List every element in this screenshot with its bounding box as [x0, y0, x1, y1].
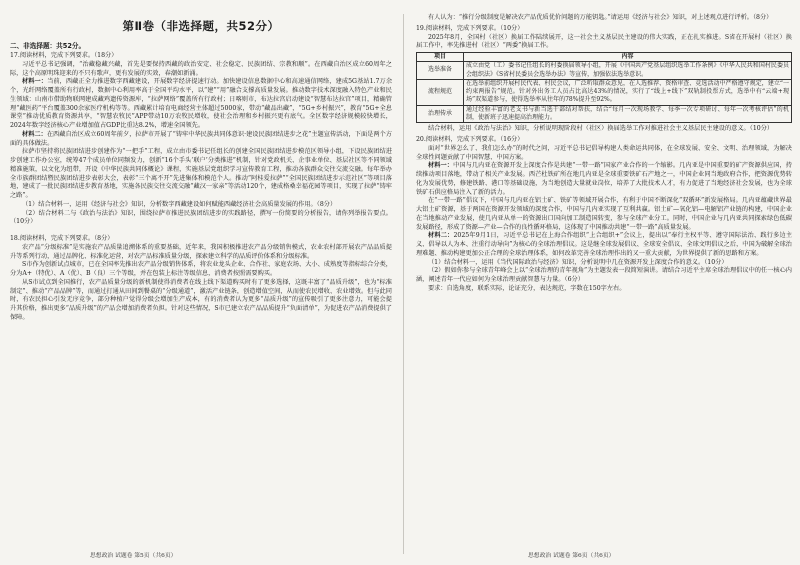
q17-material-1-label: 材料一：	[22, 78, 48, 86]
section-heading: 二、非选择题：共52分。	[10, 42, 86, 50]
q20-material-2	[416, 232, 792, 258]
q18-paragraph-1: 农产品“分级标准”是实施农产品质量追溯体系的重要基础，近年来，我国积极推进农产品分级销售模式，农业农村部开展农产品品质提升等系列行动，通过品牌化、标准化运营，对农产品标准质量分级，探索建立科学的品质评价体系和分级标准。	[10, 243, 392, 260]
q17-intro: 习近平总书记强调，“治藏稳藏兴藏，首先是要保持西藏的政治安定、社会稳定、民族团结、宗教和顺”。在西藏自治区成立60周年之际，这个高原明珠迎来的不只有歌声，更有发展的实效，春潮如新涌。	[10, 60, 392, 77]
page-footer-right: 思想政治 试题卷 第6页（共6页）	[528, 553, 615, 559]
q17-requirement-1: （1）结合材料一，运用《经济与社会》知识，分析数字西藏建设如何赋能西藏经济社会高质量发展的作用。（8分）	[22, 200, 337, 208]
q17-requirement-2: （2）结合材料二与《政治与法治》知识，围绕拉萨市推进民族团结进步的实践路径，撰写一份简要的分析报告，请你列举报告要点。（10分）	[10, 209, 392, 226]
table-row	[417, 62, 792, 80]
table-row-content: 通过经验丰富的老支书与新当选干部结对帮扶，结合“每月一次现场教学、每季一次专项研讨、每年一次考核评估”的机制，使新班子迅速提高治理能力。	[464, 105, 792, 123]
q20-material-1-text: 中国与几内亚在资源开发上深度合作是共建“一带一路”国家产业合作的一个缩影。几内亚是中国重要的矿产资源供应国，持续推动项目落地，带动了相关产业发展。西芒杜铁矿所在地几内亚是全球重要铁矿石产地之一，中国企业同当地政府合作，把资源优势转化为发展优势，修建铁路、港口等基础设施，为当地创造大量就业岗位，培养了大批技术人才，有力促进了当地经济社会发展，也为全球铁矿石供应格局注入了新的活力。	[416, 162, 792, 196]
q17-material-2-label: 材料二：	[22, 130, 47, 138]
q18-heading: 18.阅读材料，完成下列要求。（8分）	[10, 235, 114, 242]
q19-table-header	[417, 53, 792, 62]
part-title: 第Ⅱ卷（非选择题，共52分）	[122, 19, 280, 33]
q17-material-1	[10, 78, 392, 131]
q19-intro: 2025年8月，全国村（社区）换届工作陆续展开，这一社会主义基层民主建设的伟大实践，正在扎实推进。S省在开展村（社区）换届工作中，率先推进村（社区）“两委”换届工作。	[416, 33, 792, 50]
q17-material-1-text: 当前，西藏正全力推进数字西藏建设，开展数字经济提速行动。加快建设信息数据中心和高速通信网络，建成5G基站1.7万余个，光纤网络覆盖所有行政村，数据中心利用率高于全国平均水平，以“建”“用”融合支撑高质量发展。推动数字技术深度融入特色产业和民生领域：山南市借助物联网建成藏鸡遗传资源库，“拉萨网络”覆盖所有行政村；日喀则市，布达拉宫启动建设“智慧布达拉宫”项目，精确管理“藏医药”平台覆盖300余家医疗机构等等。西藏累计培育电商经营主体超过5000家，带动“藏品出藏”，“5G+乡村振兴”，教育“5G+全息课堂”推动优质教育资源共享，“智慧农牧民”APP带动10万农牧民增收，使社会治理和乡村振兴更有底气。全区数字经济规模较快增长，2024年数字经济核心产业增加值占GDP比重达8.2%，增速全国领先。	[10, 78, 392, 129]
q20-material-1-label: 材料一：	[428, 162, 454, 170]
page-footer-left: 思想政治 试题卷 第5页（共6页）	[90, 553, 177, 559]
table-row-key: 治理传承	[417, 105, 464, 123]
q17-material-2-text: 在西藏自治区成立60周年前夕，拉萨市开展了“铸牢中华民族共同体意识·建设民族团结进步之花”主题宣传活动，下面是两个方面的具体做法。	[10, 130, 392, 147]
q17-material-2	[10, 131, 392, 149]
q20-material-1-continued: 在“一带一路”倡议下，中国与几内亚在铝土矿、铁矿等领域开展合作，有利于中国不断深化“双循环”新发展格局。几内亚蕴藏世界最大铝土矿资源，基于两国在资源开发领域的深度合作，中国与几内亚实现了互利共赢。铝土矿—氧化铝—电解铝产业链的构建，中国企业在当地推动产业发展，使几内亚从单一的资源出口国向加工制造国转变，参与全球产业分工。同时，中国企业与几内亚共同探索绿色低碳发展路径，形成了资源—产业—合作的良性循环格局，这体现了中国推动共建“一带一路”高质量发展。	[416, 197, 792, 231]
q20-material-2-label: 材料二：	[428, 232, 454, 240]
q17-material-2-body: 拉萨市坚持将民族团结进步创建作为“一把手”工程，成立由市委书记任组长的创建全国民族团结进步模范区领导小组，下设民族团结进步创建工作办公室，统筹47个成员单位同频发力，创新“16个手头‘联户’分类推进”机制，针对党政机关、企事业单位、基层社区等不同领域精准施策，以文化为纽带，开设《中华民族共同体概论》课程，实施基层党组织学习宣传教育工程，推动各族群众交往交流交融。每年举办全市族群团结暨民族团结进步表彰大会，表彰“三个离不开”先进集体和模范个人。推动“阿桂爱拉萨”“全国民族团结进步示范社区”等项目落地，建成了一批民族团结进步教育基地，实施各民族交往交流交融“藏汉一家亲”等活动120个，建成格桑幸福花园等项目，实现了拉萨“铸牢之路”。	[10, 148, 392, 199]
q20-requirement-2: （2）假如你参与全球青年峰会上以“全球治理的青年视角”为主题发表一段简短演讲。请结合习近平主席全球治理倡议中的任一核心内涵，阐述青年一代应如何为全球治理贡献智慧与力量。（6分）	[416, 267, 792, 284]
right-page	[416, 0, 792, 565]
q19-table	[416, 52, 792, 123]
q20-intro: 面对“世界怎么了、我们怎么办”的时代之问，习近平总书记倡导构建人类命运共同体，在全球发展、安全、文明、治理领域，为解决全球性问题贡献了中国智慧、中国方案。	[416, 144, 792, 161]
q19-requirement: 结合材料，运用《政治与法治》知识，分析说明现阶段村（社区）换届选举工作对推进社会主义基层民主建设的意义。（10分）	[428, 125, 774, 133]
table-row	[417, 79, 792, 105]
q20-requirement-1: （1）结合材料一，运用《当代国际政治与经济》知识，分析说明中几在资源开发上深度合作的意义。（10分）	[428, 258, 728, 266]
q19-heading: 19.阅读材料，完成下列要求。（10分）	[416, 24, 524, 32]
left-page	[10, 0, 392, 565]
column-divider	[403, 14, 404, 554]
q20-heading: 20.阅读材料，完成下列要求。（16分）	[416, 136, 524, 144]
table-row-key: 流程规范	[417, 79, 464, 105]
q17-heading: 17.阅读材料，完成下列要求。（18分）	[10, 52, 118, 59]
q20-material-2-text: 2025年9月1日，习近平总书记在上海合作组织“上合组织+”会议上，提出以“奉行主权平等、遵守国际法治、践行多边主义、倡导以人为本、注重行动导向”为核心的全球治理倡议。这是继全球发展倡议、全球安全倡议、全球文明倡议之后，中国为破解全球治理难题、推动构建更加公正合理的全球治理体系，如何改革完善全球治理作出的又一重大贡献，为世界提供了新的思路和方案。	[416, 232, 792, 257]
q18-requirement: 有人认为：“推行分级制度是解决农产品优质优价问题的万能钥匙。”请运用《经济与社会》知识，对上述观点进行评析。（8分）	[428, 14, 773, 21]
q18-paragraph-3: 从S市试点到全国推行，农产品质量分级的新机制使得消费者在线上线下渠道购买时有了更多选择，这既丰富了“品质升级”，也为“标准制定”、推动“产品品牌”等，而通过打通从田间到餐桌的“分级通道”，激活产业链条，创造增值空间，从而使农民增收、农业增效。但与此同时，有农民担心引发无序竞争，部分种植户觉得分级会增加生产成本，有的消费者认为更多“品质升级”的宣传吸引了更多注意力，可能会提升其价格，推出更多“品质升级”的产品会增加消费者负担。针对这些情况，S市已建立农产品品质提升“负面清单”，为促进农产品消费提供了保障。	[10, 278, 392, 321]
q18-paragraph-2: S市作为创新试点城市，已在全国率先推出农产品分级销售体系，将农业龙头企业、合作社、家庭农场、大小、成熟度等指标综合分类，分为A+（特优）、A（优）、B（良）三个等级，并在包装上标注等级信息，消费者按照需要购买。	[10, 261, 392, 277]
q20-requirement-note: 要求：自选角度，联系实际，论证充分，表达规范，字数在150字左右。	[428, 284, 626, 292]
q20-material-1	[416, 162, 792, 197]
table-row	[417, 105, 792, 123]
q19-table-header-item: 项目	[417, 53, 464, 62]
table-row-key: 选举准备	[417, 62, 464, 80]
table-row-content: 在选举前组织开展村民代表、村民会议，广泛听取群众意见，在人选推荐、资格审查、竞选活动中严格遵守规定，建立“一约束两报告”规范。针对外出务工人员占比高达43%的情况，实行了“线上+线下”双轨制投票方式，选举中有“云端+现场”双渠道参与，使得选举率从往年的78%提升至92%。	[464, 79, 792, 105]
q19-table-header-content: 内容	[464, 53, 792, 62]
table-row-content: 成立由党（工）委书记任组长的村委换届领导小组，开展《中国共产党基层组织选举工作条例》《中华人民共和国村民委员会组织法》《S省村民委员会选举办法》等宣传，加强依法选举意识。	[464, 62, 792, 80]
